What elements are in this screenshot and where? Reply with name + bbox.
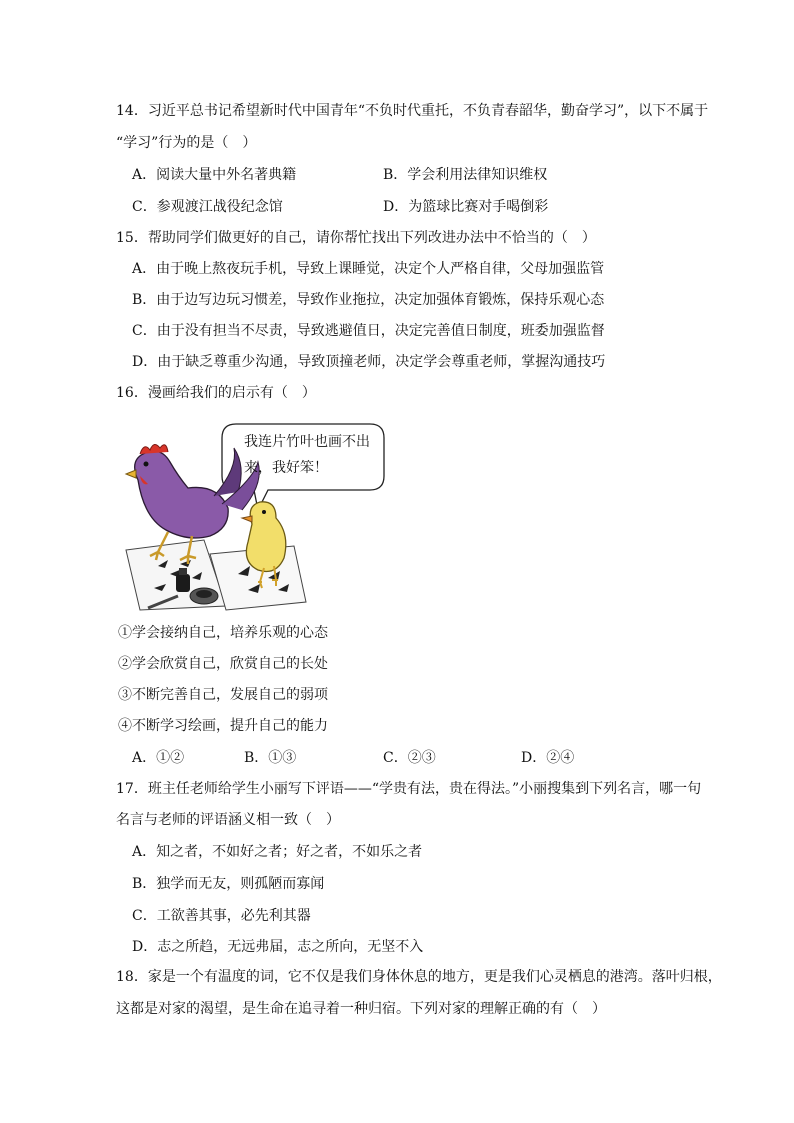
q16-statement-1: ①学会接纳自己，培养乐观的心态 — [118, 625, 328, 641]
q15-option-a[interactable]: A．由于晚上熬夜玩手机，导致上课睡觉，决定个人严格自律，父母加强监管 — [132, 261, 605, 277]
q14-stem-line2: “学习”行为的是（ ） — [116, 135, 257, 151]
q17-option-b[interactable]: B．独学而无友，则孤陋而寡闻 — [132, 876, 325, 892]
q16-option-b[interactable]: B．①③ — [244, 750, 297, 766]
q16-statement-3: ③不断完善自己，发展自己的弱项 — [118, 687, 328, 703]
speech-bubble-line1: 我连片竹叶也画不出 — [244, 434, 370, 450]
q16-option-d[interactable]: D．②④ — [521, 750, 575, 766]
q17-stem-line2: 名言与老师的评语涵义相一致（ ） — [116, 812, 340, 828]
q16-statement-2: ②学会欣赏自己，欣赏自己的长处 — [118, 656, 328, 672]
q17-option-d[interactable]: D．志之所趋，无远弗届，志之所向，无坚不入 — [132, 939, 424, 955]
q14-stem-line1: 14．习近平总书记希望新时代中国青年“不负时代重托，不负青春韶华，勤奋学习”，以下不属于 — [116, 103, 709, 119]
q17-option-c[interactable]: C．工欲善其事，必先利其器 — [132, 908, 311, 924]
q18-stem-line1: 18．家是一个有温度的词，它不仅是我们身体休息的地方，更是我们心灵栖息的港湾。落叶归根， — [116, 969, 722, 985]
q14-option-d[interactable]: D．为篮球比赛对手喝倒彩 — [383, 199, 549, 215]
q15-stem: 15．帮助同学们做更好的自己，请你帮忙找出下列改进办法中不恰当的（ ） — [116, 230, 596, 246]
q14-option-a[interactable]: A．阅读大量中外名著典籍 — [132, 167, 297, 183]
q16-option-c[interactable]: C．②③ — [383, 750, 436, 766]
q14-option-b[interactable]: B．学会利用法律知识维权 — [383, 167, 548, 183]
speech-bubble-line2: 来，我好笨！ — [244, 460, 328, 476]
q16-stem: 16．漫画给我们的启示有（ ） — [116, 385, 316, 401]
q17-stem-line1: 17．班主任老师给学生小丽写下评语——“学贵有法，贵在得法。”小丽搜集到下列名言，哪一句 — [116, 781, 702, 797]
q16-option-a[interactable]: A．①② — [132, 750, 185, 766]
q15-option-d[interactable]: D．由于缺乏尊重少沟通，导致顶撞老师，决定学会尊重老师，掌握沟通技巧 — [132, 354, 606, 370]
q14-option-c[interactable]: C．参观渡江战役纪念馆 — [132, 199, 283, 215]
q18-stem-line2: 这都是对家的渴望，是生命在追寻着一种归宿。下列对家的理解正确的有（ ） — [116, 1001, 606, 1017]
q15-option-b[interactable]: B．由于边写边玩习惯差，导致作业拖拉，决定加强体育锻炼，保持乐观心态 — [132, 292, 605, 308]
q17-option-a[interactable]: A．知之者，不如好之者；好之者，不如乐之者 — [132, 844, 423, 860]
q16-statement-4: ④不断学习绘画，提升自己的能力 — [118, 718, 328, 734]
ink-bottle — [176, 574, 190, 592]
q15-option-c[interactable]: C．由于没有担当不尽责，导致逃避值日，决定完善值日制度，班委加强监督 — [132, 323, 605, 339]
